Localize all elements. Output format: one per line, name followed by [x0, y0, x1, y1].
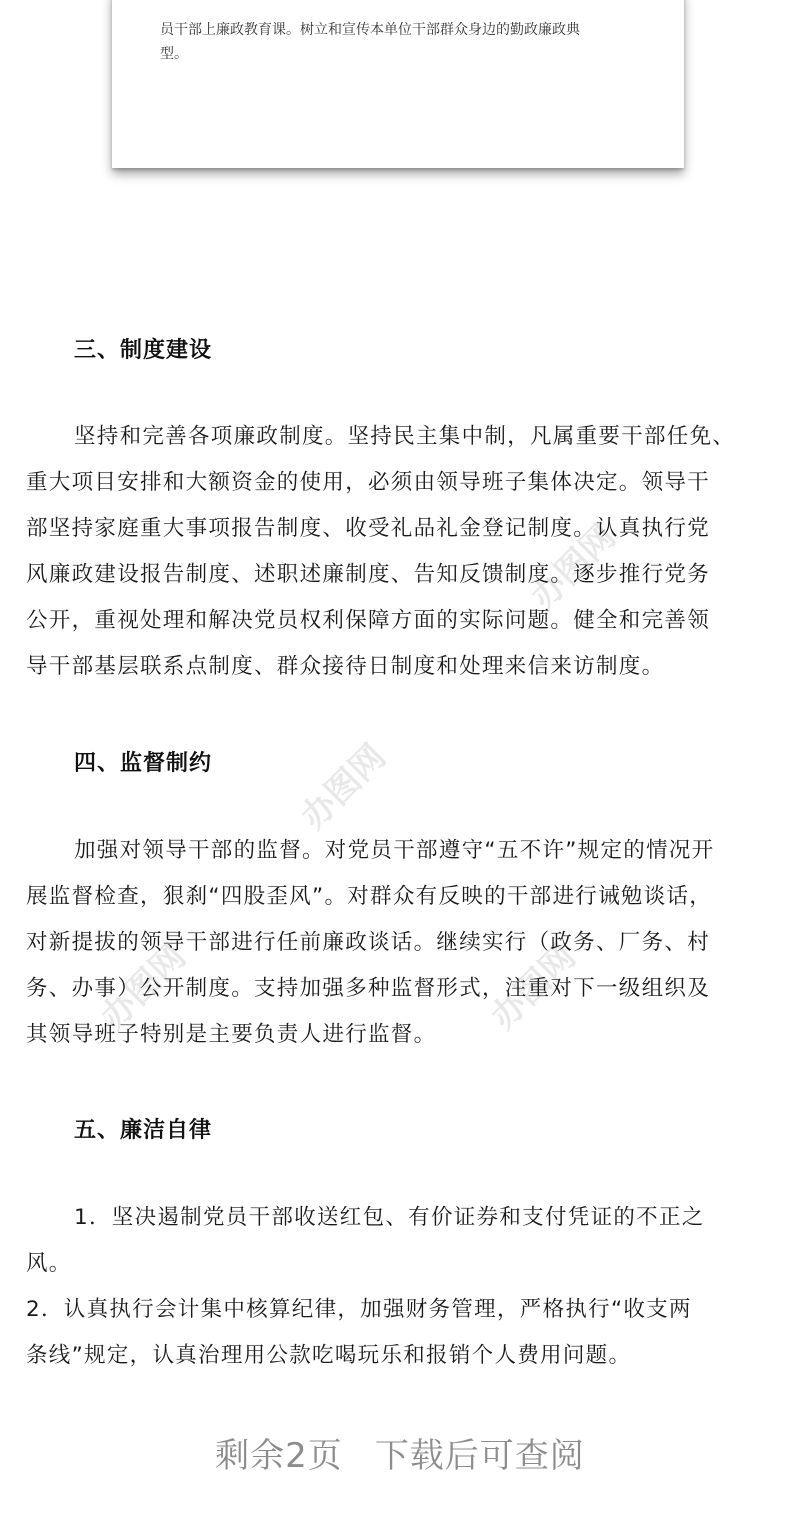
- section-heading-integrity: 五、廉洁自律: [74, 1118, 213, 1143]
- para-line: 展监督检查，狠刹“四股歪风”。对群众有反映的干部进行诫勉谈话，: [26, 884, 713, 909]
- watermark-logo: 办图网: [483, 936, 584, 1038]
- watermark-logo: 办图网: [293, 736, 394, 838]
- para-line: 重大项目安排和大额资金的使用，必须由领导班子集体决定。领导干: [26, 470, 711, 495]
- section-heading-supervision: 四、监督制约: [74, 751, 213, 776]
- para-line: 风廉政建设报告制度、述职述廉制度、告知反馈制度。逐步推行党务: [26, 562, 711, 587]
- section-body-integrity: [26, 1195, 786, 1379]
- para-line: 条线”规定，认真治理用公款吃喝玩乐和报销个人费用问题。: [26, 1343, 632, 1368]
- section-heading-system: 三、制度建设: [74, 338, 213, 363]
- para-line: 对新提拔的领导干部进行任前廉政谈话。继续实行（政务、厂务、村: [26, 930, 711, 955]
- para-line: 坚持和完善各项廉政制度。坚持民主集中制，凡属重要干部任免、: [74, 424, 736, 449]
- watermark-logo: 办图网: [93, 936, 194, 1038]
- download-prompt[interactable]: [0, 1428, 800, 1477]
- para-line: 1．坚决遏制党员干部收送红包、有价证券和支付凭证的不正之: [74, 1205, 705, 1230]
- section-body-system: [26, 414, 786, 690]
- para-line: 导干部基层联系点制度、群众接待日制度和处理来信来访制度。: [26, 654, 665, 679]
- para-line: 公开，重视处理和解决党员权利保障方面的实际问题。健全和完善领: [26, 608, 711, 633]
- preview-page-card: [112, 0, 684, 168]
- card-text: [160, 4, 660, 66]
- para-line: 部坚持家庭重大事项报告制度、收受礼品礼金登记制度。认真执行党: [26, 516, 711, 541]
- para-line: 加强对领导干部的监督。对党员干部遵守“五不许”规定的情况开: [74, 838, 715, 863]
- section-body-supervision: [26, 828, 786, 1058]
- download-to-view-text[interactable]: 下载后可查阅: [374, 1436, 585, 1476]
- para-line: 务、办事）公开制度。支持加强多种监督形式，注重对下一级组织及: [26, 976, 711, 1001]
- para-line: 风。: [26, 1251, 72, 1276]
- watermark-logo: 办图网: [523, 516, 624, 618]
- para-line: 其领导班子特别是主要负责人进行监督。: [26, 1022, 437, 1047]
- para-line: 2．认真执行会计集中核算纪律，加强财务管理，严格执行“收支两: [26, 1297, 692, 1322]
- remaining-pages-text: 剩余2页: [215, 1436, 343, 1476]
- card-line: 员干部上廉政教育课。树立和宣传本单位干部群众身边的勤政廉政典: [160, 22, 580, 38]
- card-clipped-line: [160, 4, 660, 18]
- card-line: 型。: [160, 46, 188, 62]
